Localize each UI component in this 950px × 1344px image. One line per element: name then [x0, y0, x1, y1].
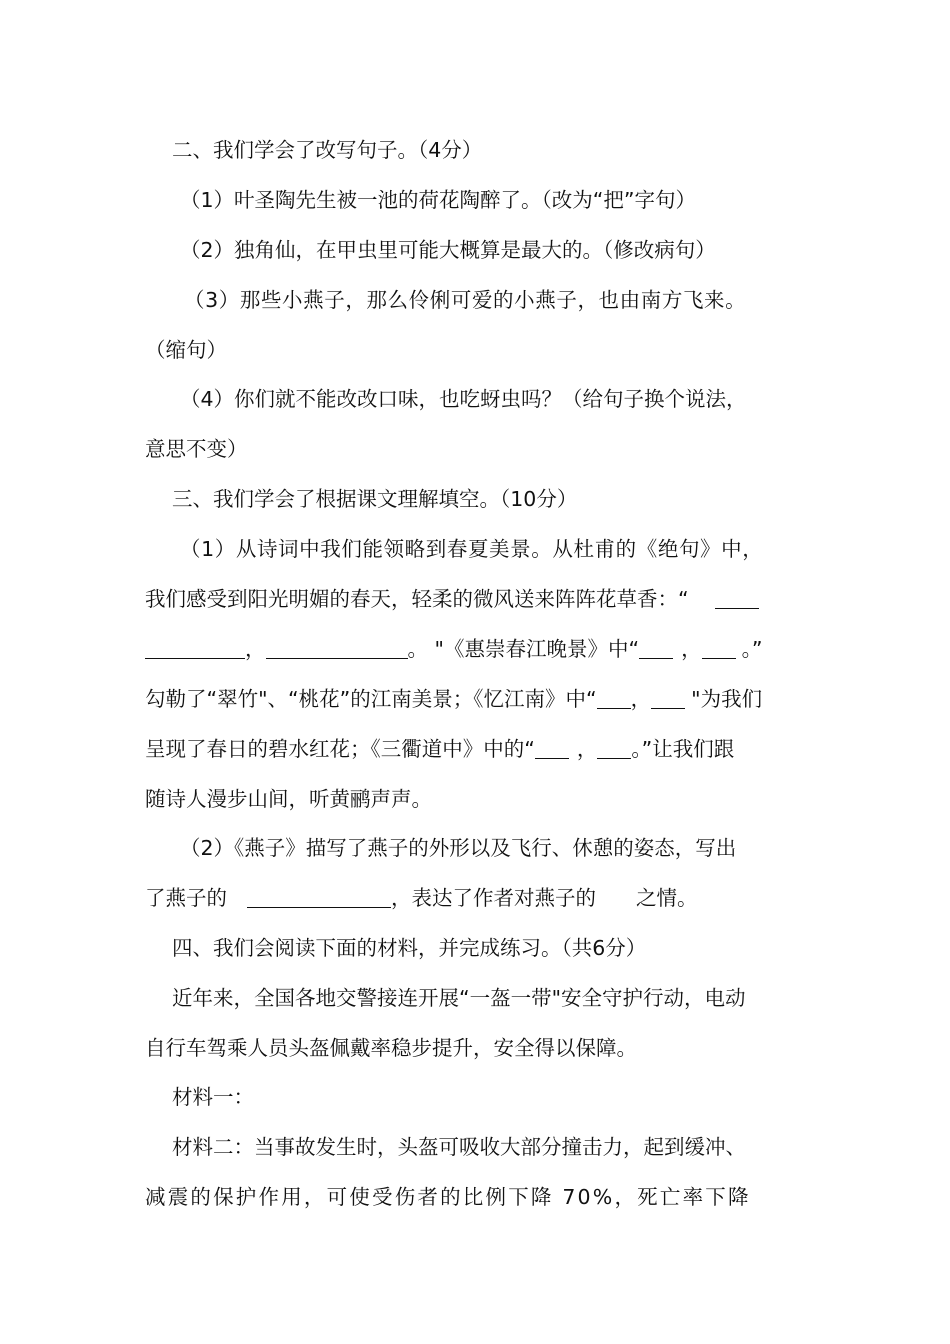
section3-p1-line4-end: "为我们 — [691, 687, 763, 711]
section2-question4-line2: 意思不变） — [145, 437, 248, 461]
section3-p1-line4 — [145, 684, 762, 714]
section3-p1-line4-text: 勾勒了“翠竹"、“桃花”的江南美景；《忆江南》中“ — [145, 687, 597, 711]
section2-question3-line1: （3）那些小燕子，那么伶俐可爱的小燕子，也由南方飞来。 — [184, 288, 747, 312]
section3-p1-line3 — [145, 634, 762, 664]
section3-p1-line5-text: 呈现了春日的碧水红花；《三衢道中》中的“ — [145, 737, 535, 761]
section4-heading: 四、我们会阅读下面的材料，并完成练习。（共6分） — [172, 936, 647, 960]
section4-intro-line1: 近年来，全国各地交警接连开展“一盔一带"安全守护行动，电动 — [172, 986, 746, 1010]
comma: ， — [630, 687, 652, 711]
fill-blank[interactable] — [247, 887, 391, 908]
fill-blank[interactable] — [702, 638, 736, 659]
section3-p1-line2-text: 我们感受到阳光明媚的春天，轻柔的微风送来阵阵花草香：“ — [145, 587, 689, 611]
section3-p1-line5 — [145, 734, 734, 764]
comma: ， — [245, 637, 266, 661]
section4-intro-line2: 自行车驾乘人员头盔佩戴率稳步提升，安全得以保障。 — [145, 1036, 637, 1060]
section3-p1-line1: （1）从诗词中我们能领略到春夏美景。从杜甫的《绝句》中， — [180, 537, 764, 561]
section4-material2-line2: 减震的保护作用，可使受伤者的比例下降 70%，死亡率下降 — [145, 1185, 751, 1209]
fill-blank[interactable] — [639, 638, 673, 659]
fill-blank[interactable] — [535, 738, 569, 759]
section3-p1-line2 — [145, 584, 759, 614]
section3-heading: 三、我们学会了根据课文理解填空。（10分） — [172, 487, 578, 511]
fill-blank[interactable] — [651, 688, 685, 709]
section4-material1: 材料一： — [172, 1085, 254, 1109]
section3-p1-line5-end: 。”让我们跟 — [631, 737, 735, 761]
section2-question1: （1）叶圣陶先生被一池的荷花陶醉了。（改为“把”字句） — [180, 188, 697, 212]
section2-question4-line1: （4）你们就不能改改口味，也吃蚜虫吗？（给句子换个说法， — [180, 387, 747, 411]
section3-p2-line2-text: 了燕子的 — [145, 886, 227, 910]
section3-p2-line2 — [145, 883, 698, 913]
section3-p2-line2-end: 之情。 — [636, 886, 698, 910]
fill-blank[interactable] — [266, 638, 408, 659]
section2-heading: 二、我们学会了改写句子。（4分） — [172, 138, 483, 162]
section4-material2-line1: 材料二：当事故发生时，头盔可吸收大部分撞击力，起到缓冲、 — [172, 1135, 746, 1159]
fill-blank[interactable] — [597, 688, 631, 709]
fill-blank[interactable] — [715, 588, 759, 609]
fill-blank[interactable] — [597, 738, 631, 759]
comma: ， — [576, 737, 598, 761]
section3-p1-line6: 随诗人漫步山间，听黄鹂声声。 — [145, 787, 432, 811]
section2-question3-line2: （缩句） — [145, 338, 227, 362]
section3-p1-line3-text: 。 "《惠崇春江晚景》中“ — [407, 637, 640, 661]
section3-p2-line1: （2）《燕子》描写了燕子的外形以及飞行、休憩的姿态，写出 — [180, 836, 737, 860]
section2-question2: （2）独角仙，在甲虫里可能大概算是最大的。（修改病句） — [180, 238, 716, 262]
section3-p1-line3-end: 。” — [741, 637, 763, 661]
section3-p2-line2-mid: ，表达了作者对燕子的 — [391, 886, 596, 910]
comma: ， — [681, 637, 702, 661]
fill-blank[interactable] — [145, 638, 245, 659]
